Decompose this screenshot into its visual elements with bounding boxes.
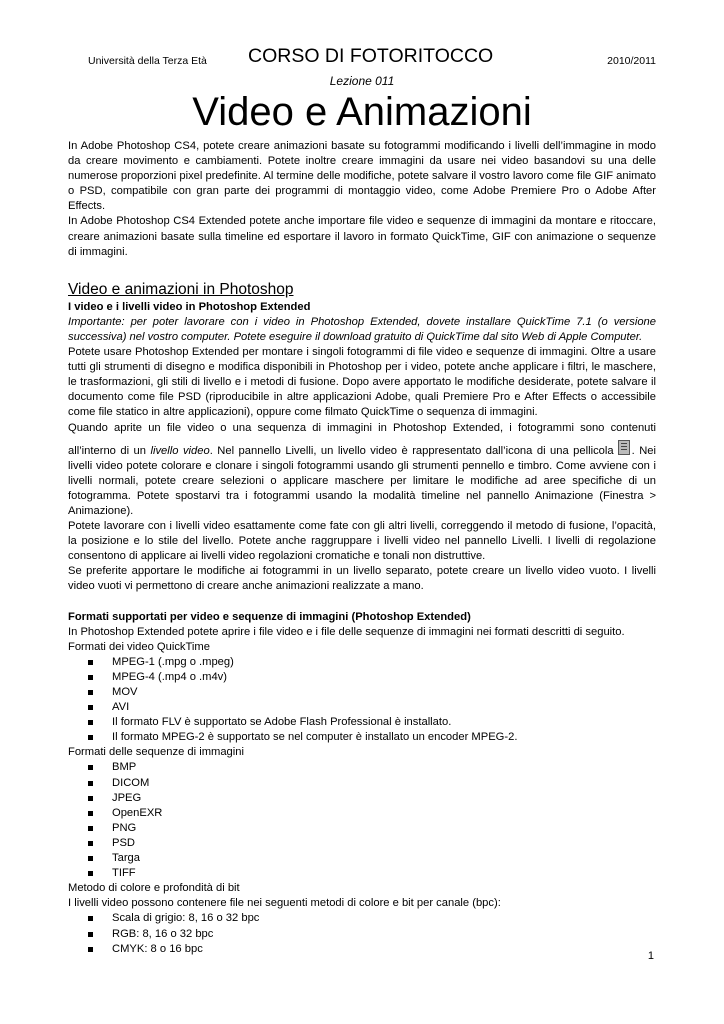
important-note: Importante: per poter lavorare con i video in Photoshop Extended, dovete installare QuickTime 7.1 (o versione successiva) nel vostro computer. Potete eseguire il download gratuito di QuickTime dal sito Web di Apple Computer. [68, 315, 656, 343]
page-number: 1 [647, 950, 654, 962]
video-formats-list [68, 655, 656, 746]
page-header [68, 45, 656, 75]
lesson-number: Lezione 011 [329, 74, 395, 88]
page-title: Video e Animazioni [192, 90, 532, 134]
color-modes-list [68, 911, 656, 956]
list-item: JPEG [68, 791, 656, 806]
intro-paragraph-1: In Adobe Photoshop CS4, potete creare animazioni basate su fotogrammi modificando i livelli dell’immagine in modo da creare movimento e cambiamenti. Potete inoltre creare immagini da usare nei video basandovi su una delle numerose proporzioni pixel predefinite. Al termine delle modifiche, potete salvare il vostro lavoro come file GIF animato o PSD, compatibile con gran parte dei programmi di montaggio video, come Adobe Premiere Pro o Adobe After Effects. [68, 140, 656, 213]
intro-paragraph-2: In Adobe Photoshop CS4 Extended potete anche importare file video e sequenze di immagini da montare e ritoccare, creare animazioni basate sulla timeline ed esportare il lavoro in formato QuickTime, GIF con animazione o sequenze di immagini. [68, 215, 656, 258]
color-modes-intro: I livelli video possono contenere file nei seguenti metodi di colore e bit per canale (bpc): [68, 897, 501, 910]
list-item: MPEG-1 (.mpg o .mpeg) [68, 655, 656, 670]
p2-text-b: . Nel pannello Livelli, un livello video è rappresentato dall’icona di una pellicola [209, 444, 614, 457]
list-item: Targa [68, 851, 656, 866]
p2-text-a: all’interno di un [68, 444, 151, 457]
list-item: Scala di grigio: 8, 16 o 32 bpc [68, 911, 656, 926]
sequence-formats-list [68, 760, 656, 881]
list-item: RGB: 8, 16 o 32 bpc [68, 927, 656, 942]
list-item: Il formato MPEG-2 è supportato se nel computer è installato un encoder MPEG-2. [68, 730, 656, 745]
list-item: OpenEXR [68, 806, 656, 821]
list-item: CMYK: 8 o 16 bpc [68, 942, 656, 957]
list-item: BMP [68, 760, 656, 775]
video-formats-label: Formati dei video QuickTime [68, 640, 210, 653]
list-item: AVI [68, 700, 656, 715]
section1-paragraph-1: Potete usare Photoshop Extended per montare i singoli fotogrammi di file video e sequenze di immagini. Oltre a usare tutti gli strumenti di disegno e modifica disponibili in Photoshop per i video, potete anche applicare i filtri, le maschere, le trasformazioni, gli stili di livello e i metodi di fusione. Dopo avere apportato le modifiche desiderate, potete salvare il documento come file PSD (riproducibile in altre applicazioni Adobe, quali Premiere Pro e After Effects o accessibile come file statico in altre applicazioni), oppure come filmato QuickTime o sequenza di immagini. [68, 346, 656, 419]
section1-paragraph-2 [68, 440, 656, 519]
header-institution: Università della Terza Età [88, 55, 207, 67]
list-item: DICOM [68, 776, 656, 791]
header-year: 2010/2011 [607, 55, 656, 67]
section1-paragraph-2-line-1: Quando aprite un file video o una sequenza di immagini in Photoshop Extended, i fotogrammi sono contenuti [68, 421, 656, 434]
list-item: PNG [68, 821, 656, 836]
document-body [68, 139, 656, 957]
list-item: Il formato FLV è supportato se Adobe Flash Professional è installato. [68, 715, 656, 730]
sequence-formats-label: Formati delle sequenze di immagini [68, 746, 244, 759]
color-modes-label: Metodo di colore e profondità di bit [68, 882, 240, 895]
formats-intro: In Photoshop Extended potete aprire i file video e i file delle sequenze di immagini nei formati descritti di seguito. [68, 625, 625, 638]
film-strip-icon [618, 440, 630, 455]
section-heading-formats: Formati supportati per video e sequenze di immagini (Photoshop Extended) [68, 610, 471, 623]
list-item: MPEG-4 (.mp4 o .m4v) [68, 670, 656, 685]
list-item: PSD [68, 836, 656, 851]
subheading-video-layers: I video e i livelli video in Photoshop Extended [68, 300, 311, 313]
p2-text-c: . Nei livelli video potete colorare e clonare i singoli fotogrammi usando gli strumenti pennello e timbro. Come avviene con i livelli normali, potete creare selezioni o applicare maschere per limitare le modifiche ad aree specifiche di un fotogramma. Potete spostarvi tra i fotogrammi usando la modalità timeline nel pannello Animazione (Finestra > Animazione). [68, 444, 656, 517]
section1-paragraph-4: Se preferite apportare le modifiche ai fotogrammi in un livello separato, potete creare un livello video vuoto. I livelli video vuoti vi permettono di creare anche animazioni realizzate a mano. [68, 565, 656, 593]
header-course-title: CORSO DI FOTORITOCCO [248, 45, 494, 67]
list-item: MOV [68, 685, 656, 700]
section-heading-video-animations: Video e animazioni in Photoshop [68, 280, 294, 298]
list-item: TIFF [68, 866, 656, 881]
p2-italic-term: livello video [150, 444, 210, 457]
section1-paragraph-3: Potete lavorare con i livelli video esattamente come fate con gli altri livelli, correggendo il metodo di fusione, l’opacità, la posizione e lo stile del livello. Potete anche raggruppare i livelli video nel pannello Livelli. I livelli di regolazione consentono di applicare ai livelli video regolazioni cromatiche e tonali non distruttive. [68, 520, 656, 563]
